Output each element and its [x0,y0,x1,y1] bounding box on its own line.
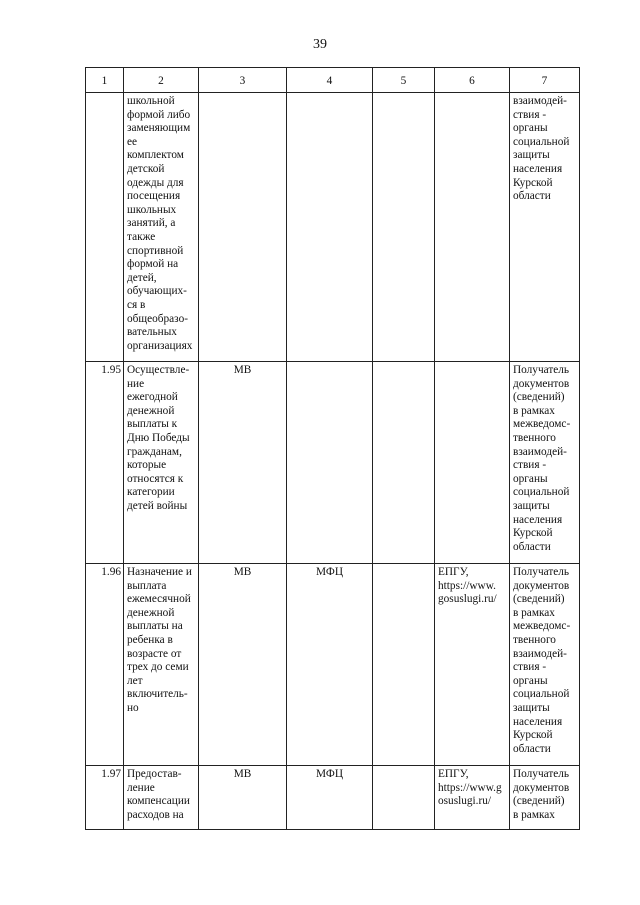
table-row [86,362,580,564]
column-4-value [287,362,373,564]
column-3-value: МВ [199,564,287,766]
header-cell: 6 [435,68,510,93]
column-4-value: МФЦ [287,766,373,830]
column-5-value [373,766,435,830]
page-number: 39 [313,37,327,52]
service-name: Осуществле- ние ежегодной денежной выплаты к Дню Победы гражданам, которые относятся к категории детей войны [124,362,199,564]
table-row [86,564,580,766]
service-name: Назначение и выплата ежемесячной денежной выплаты на ребенка в возрасте от трех до семи лет включитель- но [124,564,199,766]
column-3-value: МВ [199,362,287,564]
column-4-value: МФЦ [287,564,373,766]
header-cell: 3 [199,68,287,93]
header-cell: 2 [124,68,199,93]
column-6-value [435,93,510,362]
table-row [86,93,580,362]
column-3-value: МВ [199,766,287,830]
column-5-value [373,564,435,766]
row-number: 1.97 [86,766,124,830]
row-number [86,93,124,362]
column-3-value [199,93,287,362]
column-6-value: ЕПГУ, https://www.g osuslugi.ru/ [435,766,510,830]
header-cell: 7 [510,68,580,93]
column-5-value [373,362,435,564]
column-6-value [435,362,510,564]
column-7-value: Получатель документов (сведений) в рамках межведомс- твенного взаимодей- ствия - органы социальной защиты населения Курской области [510,564,580,766]
column-7-value: Получатель документов (сведений) в рамках [510,766,580,830]
column-6-value: ЕПГУ, https://www. gosuslugi.ru/ [435,564,510,766]
service-name: Предостав- ление компенсации расходов на [124,766,199,830]
services-table [85,67,580,830]
column-7-value: Получатель документов (сведений) в рамках межведомс- твенного взаимодей- ствия - органы социальной защиты населения Курской области [510,362,580,564]
column-5-value [373,93,435,362]
column-7-value: взаимодей- ствия - органы социальной защиты населения Курской области [510,93,580,362]
service-name: школьной формой либо заменяющим ее комплектом детской одежды для посещения школьных занятий, а также спортивной формой на детей, обучающих- ся в общеобразо- вательных организациях [124,93,199,362]
header-cell: 4 [287,68,373,93]
header-cell: 5 [373,68,435,93]
column-4-value [287,93,373,362]
row-number: 1.96 [86,564,124,766]
row-number: 1.95 [86,362,124,564]
table-header-row [86,68,580,93]
table-row [86,766,580,830]
header-cell: 1 [86,68,124,93]
